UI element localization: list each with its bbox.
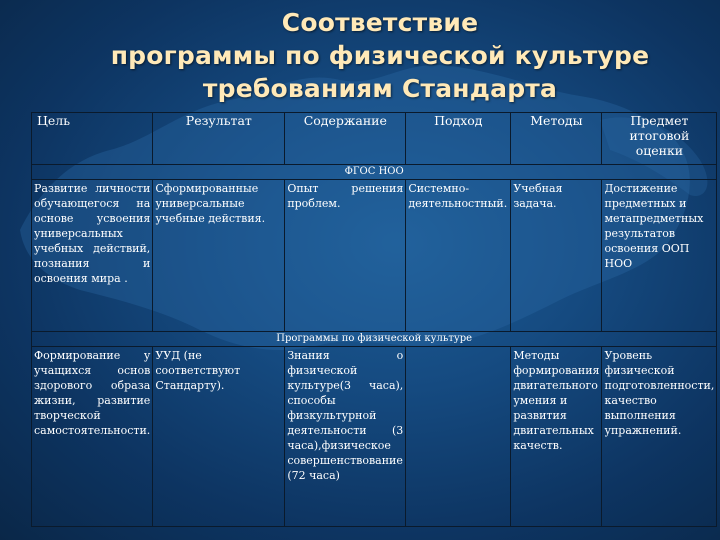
program-goal: Формирование у учащихся основ здорового образа жизни, развитие творческой самостоятельности. <box>32 347 153 527</box>
title-line-1: Соответствие <box>281 8 479 37</box>
table-row-program <box>32 347 717 527</box>
program-band-row <box>32 332 717 347</box>
slide-title <box>80 6 680 105</box>
fgos-goal: Развитие личности обучающегося на основе усвоения универсальных учебных действий, познания и освоения мира . <box>32 180 153 332</box>
header-content: Содержание <box>285 113 406 165</box>
comparison-table <box>31 112 717 527</box>
program-approach <box>406 347 511 527</box>
program-content: Знания о физической культуре(3 часа), способы физкультурной деятельности (3 часа),физическое совершенствование (72 часа) <box>285 347 406 527</box>
table-row-fgos <box>32 180 717 332</box>
fgos-approach: Системно-деятельностный. <box>406 180 511 332</box>
header-row <box>32 113 717 165</box>
program-assessment: Уровень физической подготовленности, качество выполнения упражнений. <box>602 347 717 527</box>
fgos-band-row <box>32 165 717 180</box>
program-methods: Методы формирования двигательного умения и развития двигательных качеств. <box>511 347 602 527</box>
fgos-methods: Учебная задача. <box>511 180 602 332</box>
title-line-3: требованиям Стандарта <box>202 74 558 103</box>
fgos-label: ФГОС НОО <box>32 165 717 180</box>
header-result: Результат <box>153 113 285 165</box>
program-label: Программы по физической культуре <box>32 332 717 347</box>
title-line-2: программы по физической культуре <box>110 41 650 70</box>
header-goal: Цель <box>32 113 153 165</box>
header-methods: Методы <box>511 113 602 165</box>
fgos-assessment: Достижение предметных и метапредметных результатов освоения ООП НОО <box>602 180 717 332</box>
program-result: УУД (не соответствуют Стандарту). <box>153 347 285 527</box>
header-approach: Подход <box>406 113 511 165</box>
header-assessment: Предмет итоговой оценки <box>602 113 717 165</box>
fgos-content: Опыт решения проблем. <box>285 180 406 332</box>
fgos-result: Сформированные универсальные учебные действия. <box>153 180 285 332</box>
